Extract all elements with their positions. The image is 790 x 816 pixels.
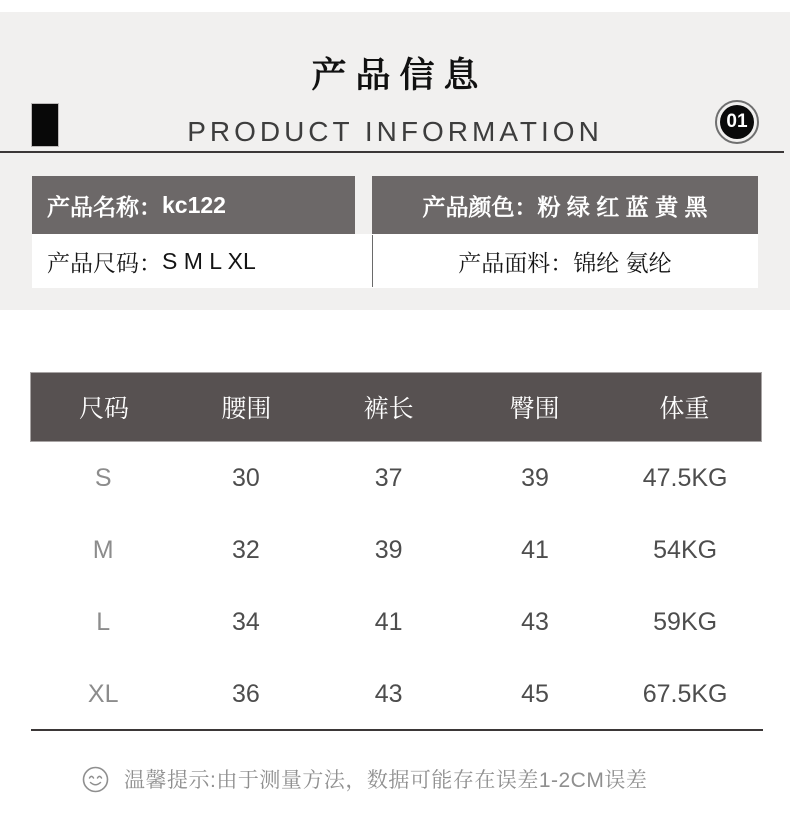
size-chart-cell: 30 <box>232 463 260 492</box>
size-chart-header-cell: 腰围 <box>221 395 272 423</box>
size-chart-cell: 36 <box>232 679 260 708</box>
size-chart-row <box>30 586 762 658</box>
size-chart-cell: 39 <box>521 463 549 492</box>
size-chart-cell: 59KG <box>653 607 718 636</box>
size-chart-cell: 54KG <box>653 535 718 564</box>
size-chart-cell: 43 <box>521 607 549 636</box>
size-chart-cell: 67.5KG <box>642 679 728 708</box>
product-size-value: S M L XL <box>162 247 256 274</box>
page-title: 产品信息 <box>311 56 488 95</box>
measurement-disclaimer: 温馨提示:由于测量方法，数据可能存在误差1-2CM误差 <box>124 769 648 792</box>
info-vertical-divider <box>372 235 373 287</box>
size-chart-header-cell: 体重 <box>659 395 710 423</box>
smiley-face-icon <box>82 766 109 793</box>
size-chart-header <box>30 372 762 442</box>
product-name-label: 产品名称： <box>47 193 162 220</box>
footer-note-row <box>82 763 647 795</box>
product-size-label: 产品尺码： <box>47 249 162 276</box>
page-subtitle: PRODUCT INFORMATION <box>187 116 603 147</box>
size-chart-cell: 41 <box>521 535 549 564</box>
size-chart-cell: S <box>94 463 112 492</box>
section-number: 01 <box>720 105 754 139</box>
product-name-value: kc122 <box>162 191 226 218</box>
size-chart-cell: 45 <box>521 679 549 708</box>
size-chart-row <box>30 442 762 514</box>
size-chart-cell: 41 <box>374 607 403 636</box>
footer-divider-line <box>31 729 763 731</box>
size-chart-cell: 34 <box>232 607 260 636</box>
product-size-cell <box>32 234 355 288</box>
size-chart-cell: M <box>92 535 114 564</box>
size-chart-cell: 32 <box>232 535 260 564</box>
size-chart-cell: 43 <box>374 679 403 708</box>
product-color-value: 粉 绿 红 蓝 黄 黑 <box>537 193 708 220</box>
size-chart-row <box>30 658 762 730</box>
size-chart-header-cell: 裤长 <box>363 395 414 423</box>
size-chart-header-cell: 臀围 <box>509 395 560 423</box>
size-chart-row <box>30 514 762 586</box>
size-chart-header-cell: 尺码 <box>78 395 129 423</box>
size-chart-cell: 37 <box>374 463 403 492</box>
section-number-badge <box>715 100 759 144</box>
product-fabric-label: 产品面料： <box>458 249 574 276</box>
product-fabric-value: 锦纶 氨纶 <box>573 249 672 276</box>
product-color-cell <box>372 176 758 234</box>
product-color-label: 产品颜色： <box>422 193 538 220</box>
size-chart-cell: 47.5KG <box>642 463 728 492</box>
product-info-grid <box>32 176 758 288</box>
info-grid-gap <box>355 176 372 234</box>
size-chart-cell: XL <box>87 679 119 708</box>
info-grid-gap <box>355 234 372 288</box>
size-chart-cell: 39 <box>374 535 403 564</box>
product-fabric-cell <box>372 234 758 288</box>
header-divider-line <box>0 151 784 153</box>
size-chart-cell: L <box>96 607 111 636</box>
product-name-cell <box>32 176 355 234</box>
